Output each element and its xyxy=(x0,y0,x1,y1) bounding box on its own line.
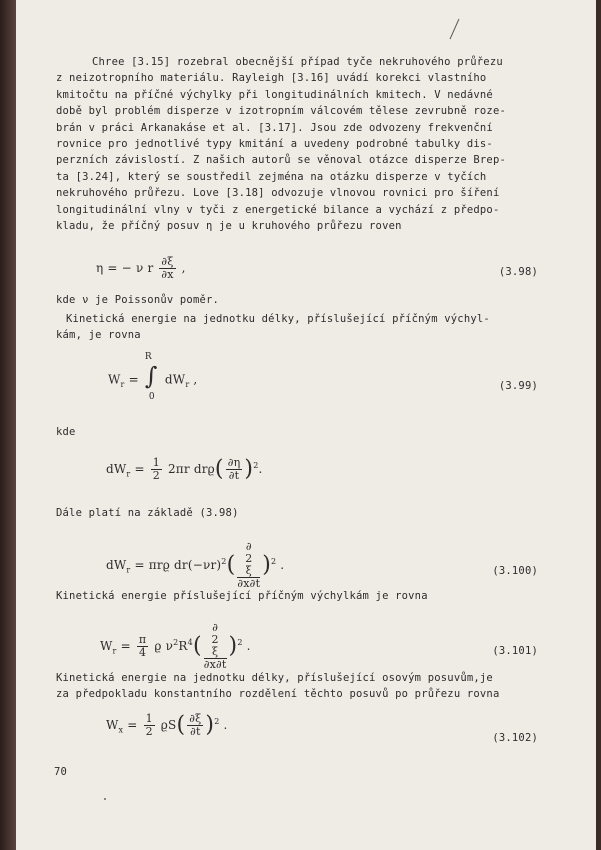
paragraph-1-line: perzních závislostí. Z našich autorů se věnoval otázce disperze Brep- xyxy=(56,154,506,167)
equation-number-3-102: (3.102) xyxy=(492,732,538,744)
paragraph-2 xyxy=(56,311,544,344)
paragraph-3-line: za předpokladu konstantního rozdělení těchto posuvů po průřezu rovna xyxy=(56,688,500,701)
paragraph-1-line: době byl problém disperze v izotropním válcovém tělese zevrubně roze- xyxy=(56,105,506,118)
scan-left-edge xyxy=(0,0,16,850)
paragraph-1-line: rovnice pro jednotlivé typy kmitání a uvedeny podrobné tabulky dis- xyxy=(56,137,493,150)
equation-3-102: $W_x$ = $\frac{1}{2}$ ϱS( $\frac{\partial\xi}{\partial t}$ )$^2$ . xyxy=(106,712,228,738)
equation-3-101: $W_r$ = $\frac{\pi}{4}$ ϱ $\nu^2R^4$( ∂ 2 ξ ∂x∂t )$^2$ . xyxy=(100,621,251,671)
equation-3-99: $W_r$ = R ∫ 0 $dW_r$ , xyxy=(108,352,198,402)
equation-number-3-99: (3.99) xyxy=(498,380,538,392)
text-kde: kde xyxy=(56,426,76,438)
text-dale-plati: Dále platí na základě (3.98) xyxy=(56,507,239,519)
paragraph-1-line: Chree [3.15] rozebral obecnější případ tyče nekruhového průřezu xyxy=(92,56,503,68)
paragraph-1-line: brán v práci Arkanakáse et al. [3.17]. Jsou zde odvozeny frekvenční xyxy=(56,121,493,134)
paragraph-1-line: nekruhového průřezu. Love [3.18] odvozuje vlnovou rovnici pro šíření xyxy=(56,187,500,200)
paragraph-1 xyxy=(56,54,544,234)
text-kde-poisson: kde ν je Poissonův poměr. xyxy=(56,294,220,306)
dot-mark xyxy=(104,798,106,800)
paragraph-1-line: longitudinální vlny v tyči z energetické bilance a vychází z předpo- xyxy=(56,203,500,216)
equation-number-3-101: (3.101) xyxy=(492,645,538,657)
equation-dWr: $dW_r$ = $\frac{1}{2}$ 2πr drϱ( $\frac{\partial\eta}{\partial t}$ )$^2$. xyxy=(106,456,263,482)
paragraph-3 xyxy=(56,670,544,703)
page-number: 70 xyxy=(54,766,68,778)
document-page xyxy=(16,0,596,850)
paragraph-1-line: ta [3.24], který se soustředil zejména na otázku disperze v tyčích xyxy=(56,170,487,183)
scan-right-edge xyxy=(596,0,601,850)
text-kineticka-pricne: Kinetická energie příslušející příčným výchylkám je rovna xyxy=(56,590,428,602)
equation-3-98: η = − ν r $\frac{\partial\xi}{\partial x}$ , xyxy=(96,255,186,281)
paragraph-1-line: kmitočtu na příčné výchylky při longitudinálních kmitech. V nedávné xyxy=(56,88,493,101)
paragraph-2-line: kám, je rovna xyxy=(56,329,141,342)
equation-number-3-98: (3.98) xyxy=(498,266,538,278)
equation-3-100: $dW_r = \pi rϱ$ $dr(-\nu r)^2$( ∂ 2 ξ ∂x∂t )$^2$ . xyxy=(106,540,285,590)
paragraph-3-line: Kinetická energie na jednotku délky, příslušející osovým posuvům,je xyxy=(56,672,493,684)
pen-mark xyxy=(450,19,460,40)
paragraph-1-line: z neizotropního materiálu. Rayleigh [3.16] uvádí korekci vlastního xyxy=(56,72,487,85)
paragraph-2-line: Kinetická energie na jednotku délky, příslušející příčným výchyl- xyxy=(66,313,490,325)
equation-number-3-100: (3.100) xyxy=(492,565,538,577)
paragraph-1-line: kladu, že příčný posuv η je u kruhového průřezu roven xyxy=(56,219,402,232)
